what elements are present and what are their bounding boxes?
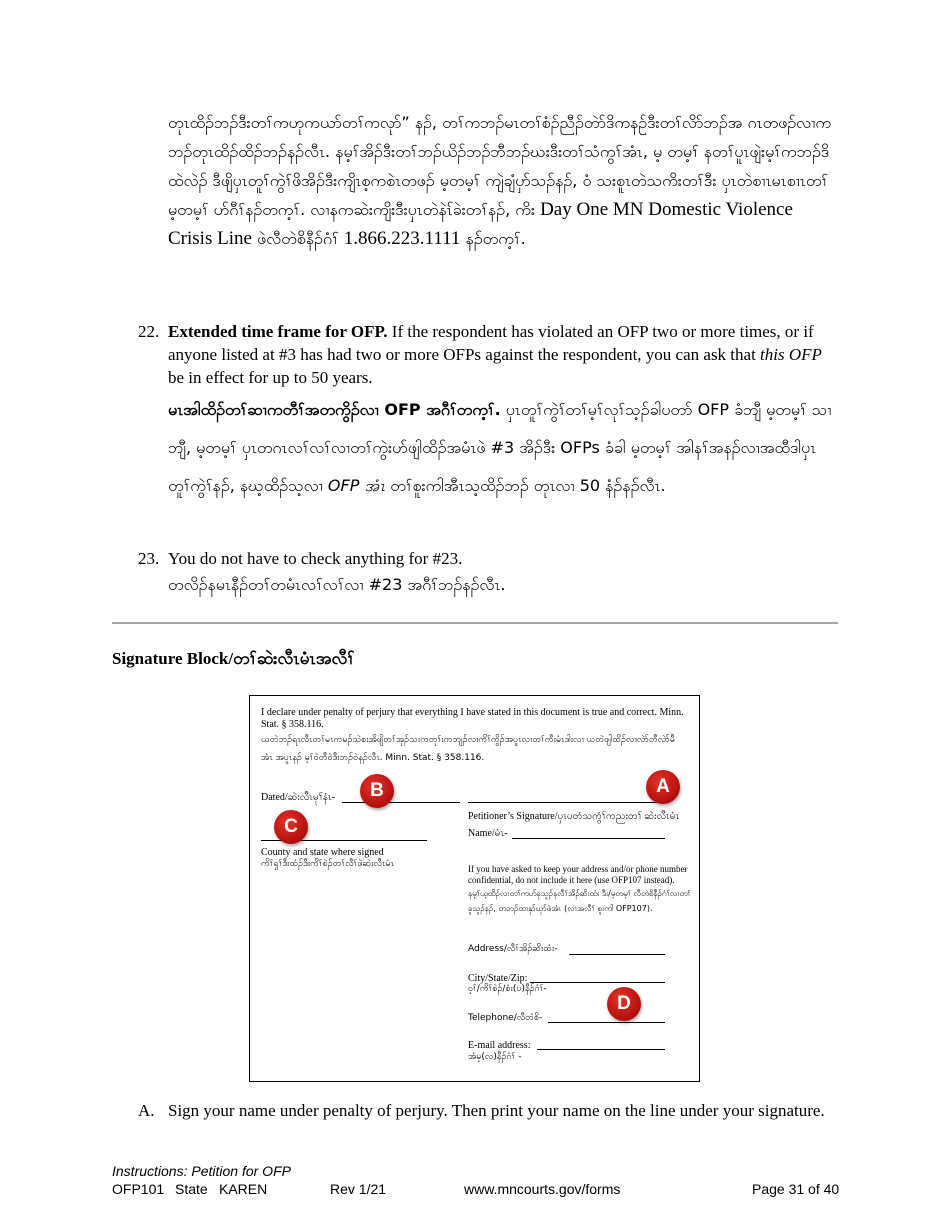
item-22-italic: this OFP <box>760 345 822 364</box>
item-22-karen-italic: OFP အံၤ <box>327 476 386 495</box>
signature-form-sample <box>249 695 700 1082</box>
confidential-note-en: If you have asked to keep your address and/or phone number confidential, do not include it here (use OFP107 instead). <box>468 864 688 885</box>
email-line <box>537 1049 665 1050</box>
footer-language: KAREN <box>219 1181 268 1197</box>
city-label-en: City/State/Zip: <box>468 973 528 984</box>
email-label-karen: အံမ့(လ)နီၣ်ဂံၢ် - <box>468 1052 522 1062</box>
item-22-number: 22. <box>138 322 160 341</box>
footer-state: State <box>175 1181 208 1197</box>
city-label-karen: ဝ့ၢ်/ကိၢ်စဲၣ်/စံး(ပ)နီၣ်ဂံၢ်- <box>468 984 547 994</box>
item-22-heading: Extended time frame for OFP. <box>168 322 388 341</box>
intro-karen-2: ဖဲလီတဲစိနီၣ်ဂံၢ် <box>257 229 339 248</box>
item-a <box>138 1099 838 1122</box>
declaration-english: I declare under penalty of perjury that everything I have stated in this document is true and correct. Minn. Stat. § 358.116. <box>261 707 684 730</box>
callout-badge-b: B <box>360 774 394 808</box>
petitioner-signature-label: Petitioner’s Signature/ပှၤပတံသကွံၢ်ကညးတၢ် ဆဲးလီၤမံၤ <box>468 811 680 822</box>
item-23-number: 23. <box>138 549 160 568</box>
name-label: Name/မံၤ- <box>468 828 508 839</box>
email-label-en: E-mail address: <box>468 1040 531 1051</box>
item-a-text: Sign your name under penalty of perjury. Then print your name on the line under your signature. <box>168 1101 825 1120</box>
intro-karen-3: နၣ်တက့ၢ်. <box>465 229 526 248</box>
footer-page: Page 31 of 40 <box>752 1181 840 1197</box>
intro-crisis-line: Day One MN Domestic Violence Crisis Line <box>168 199 793 249</box>
address-line <box>569 954 665 955</box>
item-22-karen-a: ပှၤတူၢ်ကွဲၢ်တၢ်မ့ၢ်လုၢ်သ့ၣ်ခါပတာ် OFP ခံဘျီ မ့တမ့ၢ် သၢဘျီ, မ့တမ့ၢ် ပှၤတဂၤလၢ်လၢ်လၢတၢ်ကွဲးဟ်ဖျါထိၣ်အမံၤဖဲ #3 အိၣ်ဒီး OFPs ခံခါ မ့တမ့ၢ် အါနၢ်အနၣ်လၢအထီဒါပှၤတူၢ်ကွဲၢ်နၣ်, နဃ့ထိၣ်သ့လၢ <box>168 400 832 495</box>
item-22-text-b: be in effect for up to 50 years. <box>168 368 373 387</box>
footer-title: Instructions: Petition for OFP <box>112 1163 291 1179</box>
declaration-karen: ယတဲဘၣ်ရၤလီၤတၢ်မၤကမၣ်သဲစးအိဖျိတၢ်အုၣ်သးကတုၢ်းကဘျၣ်လၢကိၢ်ကွိၣ်အပူၤလၢတၢ်ကီးမံၤဒါးလၢ ယတဲဖျါထိၣ်လၢလဲာ်တီလဲာ်မီအံၤ အပူၤနၣ် မ့ၢ်ဝဲတီဝဲဒီးဘၣ်ဝဲနၣ်လီၤ. Minn. Stat. § 358.116. <box>261 735 675 763</box>
callout-badge-a: A <box>646 770 680 804</box>
item-22 <box>138 320 838 505</box>
footer-rev: Rev 1/21 <box>330 1181 387 1197</box>
dated-label: Dated/ဆဲးလီၤမုၢ်နံၤ- <box>261 792 336 803</box>
item-22-karen-b: တၢ်စူးကါအီၤသ့ထိၣ်ဘၣ် တုၤလၢ 50 နံၣ်နၣ်လီၤ. <box>385 476 666 495</box>
county-label-en: County and state where signed <box>261 847 384 858</box>
callout-badge-d: D <box>607 987 641 1021</box>
callout-badge-c: C <box>274 810 308 844</box>
item-23-karen: တလိၣ်နမၤနီၣ်တၢ်တမံၤလၢ်လၢ်လၢ #23 အဂီၢ်ဘၣ်နၣ်လီၤ. <box>168 575 506 594</box>
signature-block-title: Signature Block/တၢ်ဆဲးလီၤမံၤအလီၢ် <box>112 649 355 668</box>
item-22-karen <box>168 391 838 505</box>
footer-form: OFP101 <box>112 1181 165 1197</box>
city-line <box>530 982 665 983</box>
section-divider <box>112 622 838 624</box>
item-23 <box>138 547 838 600</box>
intro-paragraph <box>168 108 840 253</box>
address-label: Address/လီၢ်အိၣ်ဆိးထံး- <box>468 944 558 954</box>
telephone-label: Telephone/လီတဲစိ- <box>468 1013 543 1023</box>
petitioner-signature-line <box>468 802 666 803</box>
name-line <box>512 838 665 839</box>
item-22-english <box>168 320 838 389</box>
intro-phone: 1.866.223.1111 <box>343 228 461 249</box>
intro-karen-1: တုၤထိၣ်ဘၣ်ဒီးတၢ်ကဟုကယာ်တၢ်ကလုာ်” နၣ်, တၢ်ကဘၣ်မၤတၢ်စံၣ်ညီၣ်တဲာ်ဒိကနဉ်ဒီးတၢ်လိာ်ဘၣ်အ ဂၤတဖၣ်လၢကဘၣ်တုၤထိၣ်ထိၣ်ဘၣ်နၣ်လီၤ. နမ့ၢ်အိၣ်ဒီးတၢ်ဘၣ်ယိၣ်ဘၣ်ဘီဘၣ်ဃးဒီးတၢ်သံကွၢ်အံၤ, မ့ တမ့ၢ် နတၢ်ပူၤဖျဲးမ့ၢ်ကဘၣ်ဒိထဲလဲၣ် ဒီဖျိပှၤတူၢ်ကွဲၢ်ဖိအိၣ်ဒီးကျိၤစ့ကစဲၤတဖၣ် မ့တမ့ၢ် ကျဲချံပှာ်သၣ်နၣ်, ဝံ သးစူၤတဲသကိးတၢ်ဒီး ပှၤတဲစၢၤမၤစၢၤတၢ် မ့တမ့ၢ် ဟ်ဂီၢ်နၣ်တက့ၢ်. လၢနကဆဲးကျိးဒီးပှၤတဲနဲၤ်ခဲးတၢ်နၣ်, ကိး <box>168 113 832 219</box>
item-a-letter: A. <box>138 1101 155 1120</box>
confidential-note-karen: နမ့ၢ်ယ့ထိၣ်လၢတၢ်ကဟ်ခုသူၣ်နလီၢ်အိၣ်ဆိးထံး ဒီး/မ့တမ့ၢ် လီတဲစိနီၣ်ဂံၢ်လၢတၢ်ခူသူၣ်နၣ်, တဘၣ်ထၢနုာ်ဃုာ်ဖဲအံၤ (လၢအလီၢ် စူးကါ OFP107). <box>468 889 691 913</box>
item-22-karen-heading: မၤအါထိၣ်တၢ်ဆၢကတီၢ်အတကွိၣ်လၢ OFP အဂီၢ်တက့ၢ်. <box>168 400 501 419</box>
telephone-line <box>548 1022 665 1023</box>
county-label-karen: ကိၢ်ရှၢ်ဒီးထံၣ်ဒီးကိၢ်စဲၣ်တၢ်လီၢ်ဖဲဆဲးလီၤမံၤ <box>261 859 394 869</box>
item-23-english: You do not have to check anything for #23. <box>168 549 463 568</box>
dated-line <box>342 802 460 803</box>
item-22-text-a: If the respondent has violated an OFP two or more times, or if anyone listed at #3 has had two or more OFPs against the respondent, you can ask that <box>168 322 814 364</box>
footer-url[interactable]: www.mncourts.gov/forms <box>464 1181 621 1197</box>
